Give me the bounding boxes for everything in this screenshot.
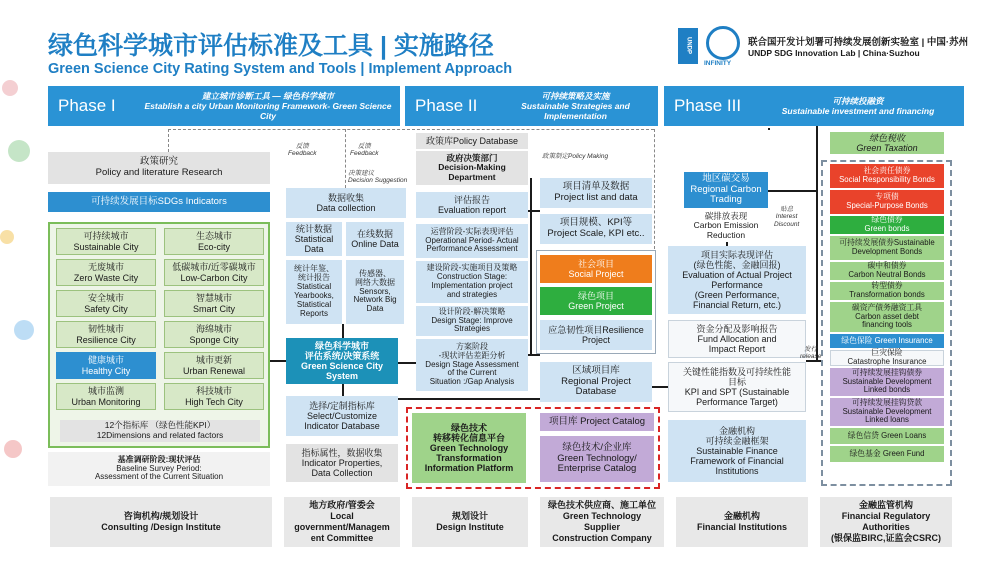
finance-tool-2: 绿色债券 Green bonds (830, 216, 944, 234)
connector (726, 242, 728, 246)
connector (528, 354, 540, 356)
undp-logo-text: UNDP (685, 37, 692, 55)
decor-dot (14, 320, 34, 340)
policy-db-box: 政策库Policy Database (416, 133, 528, 149)
release-note: 发行 release (800, 346, 822, 361)
finance-tool-8: 巨灾保险 Catastrophe Insurance (830, 350, 944, 366)
feedback-dashed-line (654, 129, 655, 249)
stakeholder-consulting: 咨询机构/规划设计 Consulting /Design Institute (50, 497, 272, 547)
phase-3-name: Phase III (674, 96, 742, 115)
connector (768, 190, 818, 192)
stakeholder-local-government: 地方政府/管委会 Local government/Managem ent Committee (284, 497, 400, 547)
phase-3-header (664, 86, 964, 126)
green-project-box: 绿色项目 Green Project (540, 287, 652, 315)
lab-name-en: UNDP SDG Innovation Lab | China·Suzhou (748, 48, 920, 58)
stage-design-box: 设计阶段-解决策略 Design Stage: Improve Strategies (416, 306, 528, 336)
finance-tool-10: 可持续发展挂钩贷款 Sustainable Development Linked loans (830, 398, 944, 426)
city-type-0: 可持续城市 Sustainable City (56, 228, 156, 255)
fin-institution-box: 金融机构 可持续金融框架 Sustainable Finance Framework of Financial Institutions (668, 420, 806, 482)
phase-2-header (405, 86, 658, 126)
stage-construction-box: 建设阶段-实施项目及策略 Construction Stage: Implementation project and strategies (416, 261, 528, 303)
finance-tool-4: 碳中和债券 Carbon Neutral Bonds (830, 262, 944, 280)
baseline-survey-box: 基准调研阶段:现状评估 Baseline Survey Period: Assessment of the Current Situation (48, 452, 270, 486)
statistical-data-box: 统计数据 Statistical Data (286, 222, 342, 256)
feedback-dashed-line (345, 129, 346, 188)
feedback-note-2: 反馈 Feedback (350, 143, 379, 158)
phase-1-header (48, 86, 400, 126)
city-type-3: 低碳城市/近零碳城市 Low-Carbon City (164, 259, 264, 286)
infinity-label: INFINITY (704, 60, 732, 67)
eval-actual-box: 项目实际表现评估 (绿色性能、金融回报) Evaluation of Actual Project Performance (Green Performance, Financial Return, etc.) (668, 246, 806, 314)
fund-allocation-box: 资金分配及影响报告 Fund Allocation and Impact Report (668, 320, 806, 358)
green-taxation-box: 绿色税收 Green Taxation (830, 132, 944, 154)
finance-tool-1: 专项债 Special-Purpose Bonds (830, 190, 944, 214)
project-catalog-box: 项目库 Project Catalog (540, 413, 654, 431)
lab-name-cn: 联合国开发计划署可持续发展创新实验室 | 中国·苏州 (748, 37, 969, 48)
connector (398, 398, 540, 400)
city-type-2: 无废城市 Zero Waste City (56, 259, 156, 286)
regional-db-box: 区域项目库 Regional Project Database (540, 362, 652, 402)
social-project-box: 社会项目 Social Project (540, 255, 652, 283)
decision-dept-box: 政府决策部门 Decision-Making Department (416, 151, 528, 185)
interest-discount-note: 贴息 Interest Discount (774, 206, 800, 228)
finance-tool-5: 转型债券 Transformation bonds (830, 282, 944, 300)
resilience-project-box: 应急韧性项目Resilience Project (540, 320, 652, 350)
sdg-indicators-box: 可持续发展目标SDGs Indicators (48, 192, 270, 212)
gsc-system-box: 绿色科学城市 评估系统/决策系统 Green Science City System (286, 338, 398, 384)
phase-2-name: Phase II (415, 96, 478, 115)
finance-tool-9: 可持续发展挂钩债券 Sustainable Development Linked bonds (830, 368, 944, 396)
city-type-7: 海绵城市 Sponge City (164, 321, 264, 348)
city-type-4: 安全城市 Safety City (56, 290, 156, 317)
city-type-5: 智慧城市 Smart City (164, 290, 264, 317)
finance-tool-7: 绿色保险 Green Insurance (830, 334, 944, 348)
feedback-note-1: 反馈 Feedback (288, 143, 317, 158)
city-type-8: 健康城市 Healthy City (56, 352, 156, 379)
project-scale-box: 项目规模、KPI等 Project Scale, KPI etc.. (540, 214, 652, 244)
stakeholder-regulators: 金融监管机构 Financial Regulatory Authorities (银保监BIRC,证监会CSRC) (820, 497, 952, 547)
policy-making-note: 政策制定Policy Making (542, 153, 609, 160)
connector (342, 384, 344, 396)
gtt-platform-box: 绿色技术 转移转化信息平台 Green Technology Transformation Information Platform (412, 413, 526, 483)
feedback-dashed-line (168, 129, 169, 152)
phase-3-desc: 可持续投融资 Sustainable investment and financing (781, 95, 935, 116)
statistical-sources-box: 统计年鉴、 统计报告 Statistical Yearbooks, Statistical Reports (286, 260, 342, 324)
carbon-reduction-box: 碳排放表现 Carbon Emission Reduction (693, 210, 759, 240)
decor-dot (2, 80, 18, 96)
finance-tool-3: 可持续发展债券Sustainable Development Bonds (830, 236, 944, 260)
finance-tool-12: 绿色基金 Green Fund (830, 446, 944, 462)
city-type-11: 科技城市 High Tech City (164, 383, 264, 410)
online-sources-box: 传感器、 网络大数据 Sensors, Network Big Data (346, 260, 404, 324)
eval-report-box: 评估报告 Evaluation report (416, 192, 528, 218)
connector (530, 178, 532, 354)
stakeholder-tech-supplier: 绿色技术供应商、施工单位 Green Technology Supplier Construction Company (540, 497, 664, 547)
undp-logo (678, 28, 698, 64)
feedback-dashed-line (168, 129, 654, 130)
finance-tool-11: 绿色信贷 Green Loans (830, 428, 944, 444)
phase-2-desc: 可持续策略及实施 Sustainable Strategies and Implementation (521, 90, 630, 122)
decor-dot (0, 230, 14, 244)
connector (528, 210, 540, 212)
policy-research-box: 政策研究 Policy and literature Research (48, 152, 270, 184)
decision-suggestion-note: 决策建议 Decision Suggestion (348, 170, 408, 185)
online-data-box: 在线数据 Online Data (346, 222, 404, 256)
finance-tool-0: 社会责任债券 Social Responsibility Bonds (830, 164, 944, 188)
kpi-spt-box: 关键性能指数及可持续性能 目标 KPI and SPT (Sustainable Performance Target) (668, 362, 806, 412)
stage-gap-box: 方案阶段 -现状评估差距分析 Design Stage Assessment of the Current Situation :/Gap Analysis (416, 339, 528, 391)
city-type-6: 韧性城市 Resilience City (56, 321, 156, 348)
stakeholder-financial-institutions: 金融机构 Financial Institutions (676, 497, 808, 547)
page-title-en: Green Science City Rating System and Tools | Implement Approach (48, 61, 513, 77)
finance-tool-6: 碳资产债务融资工具 Carbon asset debt financing tools (830, 302, 944, 332)
city-type-9: 城市更新 Urban Renewal (164, 352, 264, 379)
stage-operational-box: 运营阶段-实际表现评估 Operational Period- Actual Performance Assessment (416, 224, 528, 258)
decor-dot (8, 140, 30, 162)
data-collection-box: 数据收集 Data collection (286, 188, 406, 218)
city-type-1: 生态城市 Eco-city (164, 228, 264, 255)
phase-1-desc: 建立城市诊断工具 — 绿色科学城市 Establish a city Urban Monitoring Framework- Green Science City (144, 90, 392, 122)
phase-1-name: Phase I (58, 96, 116, 115)
enterprise-catalog-box: 绿色技术/企业库 Green Technology/ Enterprise Catalog (540, 436, 654, 482)
connector (342, 324, 344, 338)
decor-dot (4, 440, 22, 458)
connector (816, 126, 818, 362)
kpi-box: 12个指标库 （绿色性能KPI） 12Dimensions and related factors (60, 420, 260, 442)
indicator-props-box: 指标属性，数据收集 Indicator Properties, Data Collection (286, 444, 398, 482)
connector (398, 362, 416, 364)
page-title-cn: 绿色科学城市评估标准及工具 | 实施路径 (48, 32, 494, 60)
connector (652, 386, 668, 388)
carbon-trading-box: 地区碳交易 Regional Carbon Trading (684, 172, 768, 208)
infinity-logo (706, 26, 740, 60)
connector (270, 360, 286, 362)
stakeholder-design-institute: 规划设计 Design Institute (412, 497, 528, 547)
connector (768, 128, 770, 130)
project-list-box: 项目清单及数据 Project list and data (540, 178, 652, 208)
select-customize-box: 选择/定制指标库 Select/Customize Indicator Database (286, 396, 398, 436)
city-type-10: 城市监测 Urban Monitoring (56, 383, 156, 410)
